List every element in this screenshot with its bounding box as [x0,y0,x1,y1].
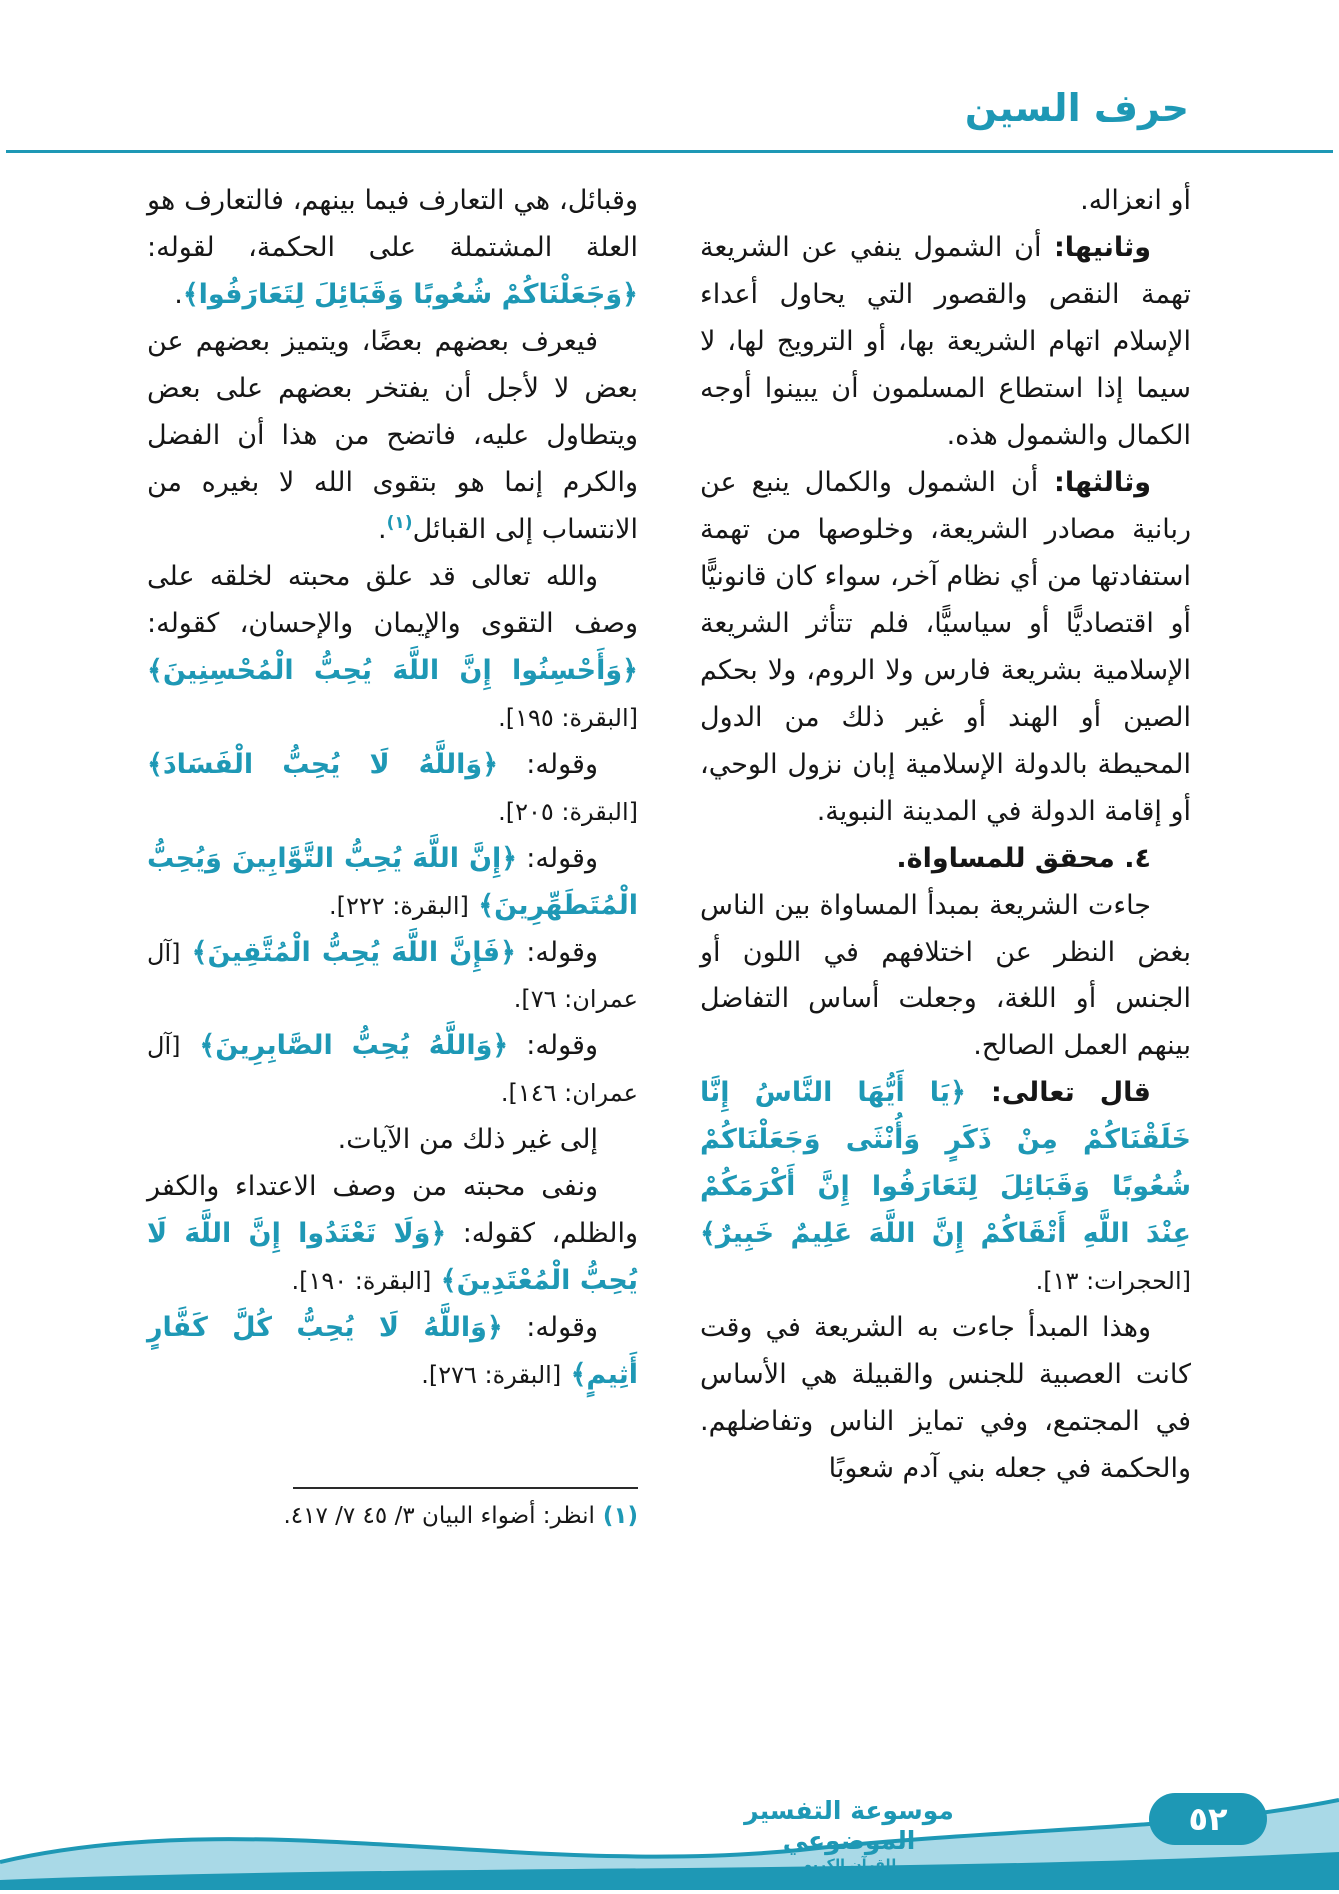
paragraph [147,836,638,930]
verse-ref: [آل عمران: ٧٦]. [147,938,638,1014]
publisher-logo-title: موسوعة التفسير الموضوعي [744,1795,954,1855]
page-header-title: حرف السين [964,86,1189,130]
paragraph [700,178,1191,225]
text-run: وهذا المبدأ جاءت به الشريعة في وقت كانت العصبية للجنس والقبيلة هي الأساس في المجتمع، وفي تمايز الناس وتفاضلهم. والحكمة في جعله بني آدم شعوبًا [700,1312,1191,1485]
paragraph [147,1023,638,1117]
quran-verse: ﴿فَإِنَّ اللَّهَ يُحِبُّ الْمُتَّقِينَ﴾ [180,936,516,968]
verse-ref: [الحجرات: ١٣]. [1035,1267,1191,1296]
quran-verse: ﴿وَلَا تَعْتَدُوا إِنَّ اللَّهَ لَا يُحِبُّ الْمُعْتَدِينَ﴾ [147,1218,638,1297]
text-run: جاءت الشريعة بمبدأ المساواة بين الناس بغض النظر عن اختلافهم في اللون أو الجنس أو اللغة، وجعلت أساس التفاضل بينهم العمل الصالح. [700,889,1191,1062]
paragraph [147,554,638,742]
text-run: وقوله: [502,1312,598,1344]
quran-verse: ﴿يَا أَيُّهَا النَّاسُ إِنَّا خَلَقْنَاكُمْ مِنْ ذَكَرٍ وَأُنْثَى وَجَعَلْنَاكُمْ شُعُوبًا وَقَبَائِلَ لِتَعَارَفُوا إِنَّ أَكْرَمَكُمْ عِنْدَ اللَّهِ أَتْقَاكُمْ إِنَّ اللَّهَ عَلِيمٌ خَبِيرٌ﴾ [700,1077,1191,1250]
text-run: وقبائل، هي التعارف فيما بينهم، فالتعارف هو العلة المشتملة على الحكمة، لقوله: [147,185,638,263]
paragraph [147,1164,638,1305]
footer-wave-decoration [0,1770,1339,1890]
quran-verse: ﴿وَاللَّهُ يُحِبُّ الصَّابِرِينَ﴾ [180,1030,509,1062]
text-run: وقوله: [498,748,598,780]
paragraph [700,836,1191,883]
text-run: والله تعالى قد علق محبته لخلقه على وصف التقوى والإيمان والإحسان، كقوله: [147,560,638,639]
quran-verse: ﴿وَأَحْسِنُوا إِنَّ اللَّهَ يُحِبُّ الْمُحْسِنِينَ﴾ [147,654,638,686]
paragraph [700,883,1191,1071]
publisher-logo-subtitle: للقرآن الكريم [801,1856,897,1873]
text-run: أن الشمول ينفي عن الشريعة تهمة النقص والقصور التي يحاول أعداء الإسلام اتهام الشريعة بها، أو الترويج لها، لا سيما إذا استطاع المسلمون أن يبينوا أوجه الكمال والشمول هذه. [700,231,1191,451]
page-number: ٥٢ [1188,1800,1228,1838]
verse-ref: [البقرة: ١٩٥]. [498,703,638,732]
text-run: فيعرف بعضهم بعضًا، ويتميز بعضهم عن بعض لا لأجل أن يفتخر بعضهم على بعض ويتطاول عليه، فاتضح من هذا أن الفضل والكرم إنما هو بتقوى الله لا بغيره من الانتساب إلى القبائل [147,325,638,545]
column-right [700,178,1191,1529]
footnote-text [147,1503,638,1529]
paragraph [147,178,638,319]
footnote-marker: (١) [386,512,413,533]
quran-verse: ﴿وَاللَّهُ لَا يُحِبُّ كُلَّ كَفَّارٍ أَثِيمٍ﴾ [147,1312,638,1391]
paragraph [700,460,1191,836]
footnote-separator [293,1487,638,1489]
paragraph [700,225,1191,460]
verse-ref: [البقرة: ٢٢٢]. [328,891,469,920]
paragraph [147,742,638,836]
verse-ref: [البقرة: ١٩٠]. [291,1267,432,1296]
verse-ref: [البقرة: ٢٠٥]. [498,797,638,826]
quran-verse: ﴿وَجَعَلْنَاكُمْ شُعُوبًا وَقَبَائِلَ لِتَعَارَفُوا﴾ [182,278,638,310]
text-run: وقوله: [515,936,598,968]
paragraph [700,1070,1191,1305]
bold-run: وثانيها: [1041,231,1151,263]
paragraph [147,319,638,554]
text-run: وقوله: [517,842,598,874]
page-number-badge [1149,1793,1267,1845]
text-run: وقوله: [508,1030,598,1062]
paragraph [147,1117,638,1164]
text-run: . [174,278,183,310]
bold-run: ٤. محقق للمساواة. [896,842,1151,874]
verse-ref: [البقرة: ٢٧٦]. [421,1361,562,1390]
text-run: أن الشمول والكمال ينبع عن ربانية مصادر الشريعة، وخلوصها من تهمة استفادتها من أي نظام آخر، سواء كان قانونيًّا أو اقتصاديًّا أو سياسيًّا، فلم تتأثر الشريعة الإسلامية بشريعة فارس ولا الروم، ولا بحكم الصين أو الهند أو غير ذلك من الدول المحيطة بالدولة الإسلامية إبان نزول الوحي، أو إقامة الدولة في المدينة النبوية. [700,466,1191,827]
footnote-block [147,1487,638,1529]
column-left [147,178,638,1529]
paragraph [147,930,638,1024]
page-body [147,178,1191,1529]
footnote-number: (١) [594,1503,638,1530]
text-run: أو انعزاله. [1080,185,1191,216]
quran-verse: ﴿وَاللَّهُ لَا يُحِبُّ الْفَسَادَ﴾ [147,748,499,780]
paragraph [147,1305,638,1399]
verse-ref: [آل عمران: ١٤٦]. [147,1032,638,1108]
paragraph [700,1305,1191,1493]
text-run: إلى غير ذلك من الآيات. [337,1124,598,1156]
publisher-logo [709,1796,989,1874]
bold-run: وثالثها: [1038,466,1151,498]
header-rule [6,150,1333,153]
bold-run: قال تعالى: [965,1077,1151,1109]
text-run: . [378,513,387,545]
footnote-reference: انظر: أضواء البيان ٣/ ٤٥ ٧/ ٤١٧. [283,1503,595,1530]
text-run: ونفى محبته من وصف الاعتداء والكفر والظلم، كقوله: [147,1171,638,1250]
quran-verse: ﴿إِنَّ اللَّهَ يُحِبُّ التَّوَّابِينَ وَيُحِبُّ الْمُتَطَهِّرِينَ﴾ [147,842,638,921]
